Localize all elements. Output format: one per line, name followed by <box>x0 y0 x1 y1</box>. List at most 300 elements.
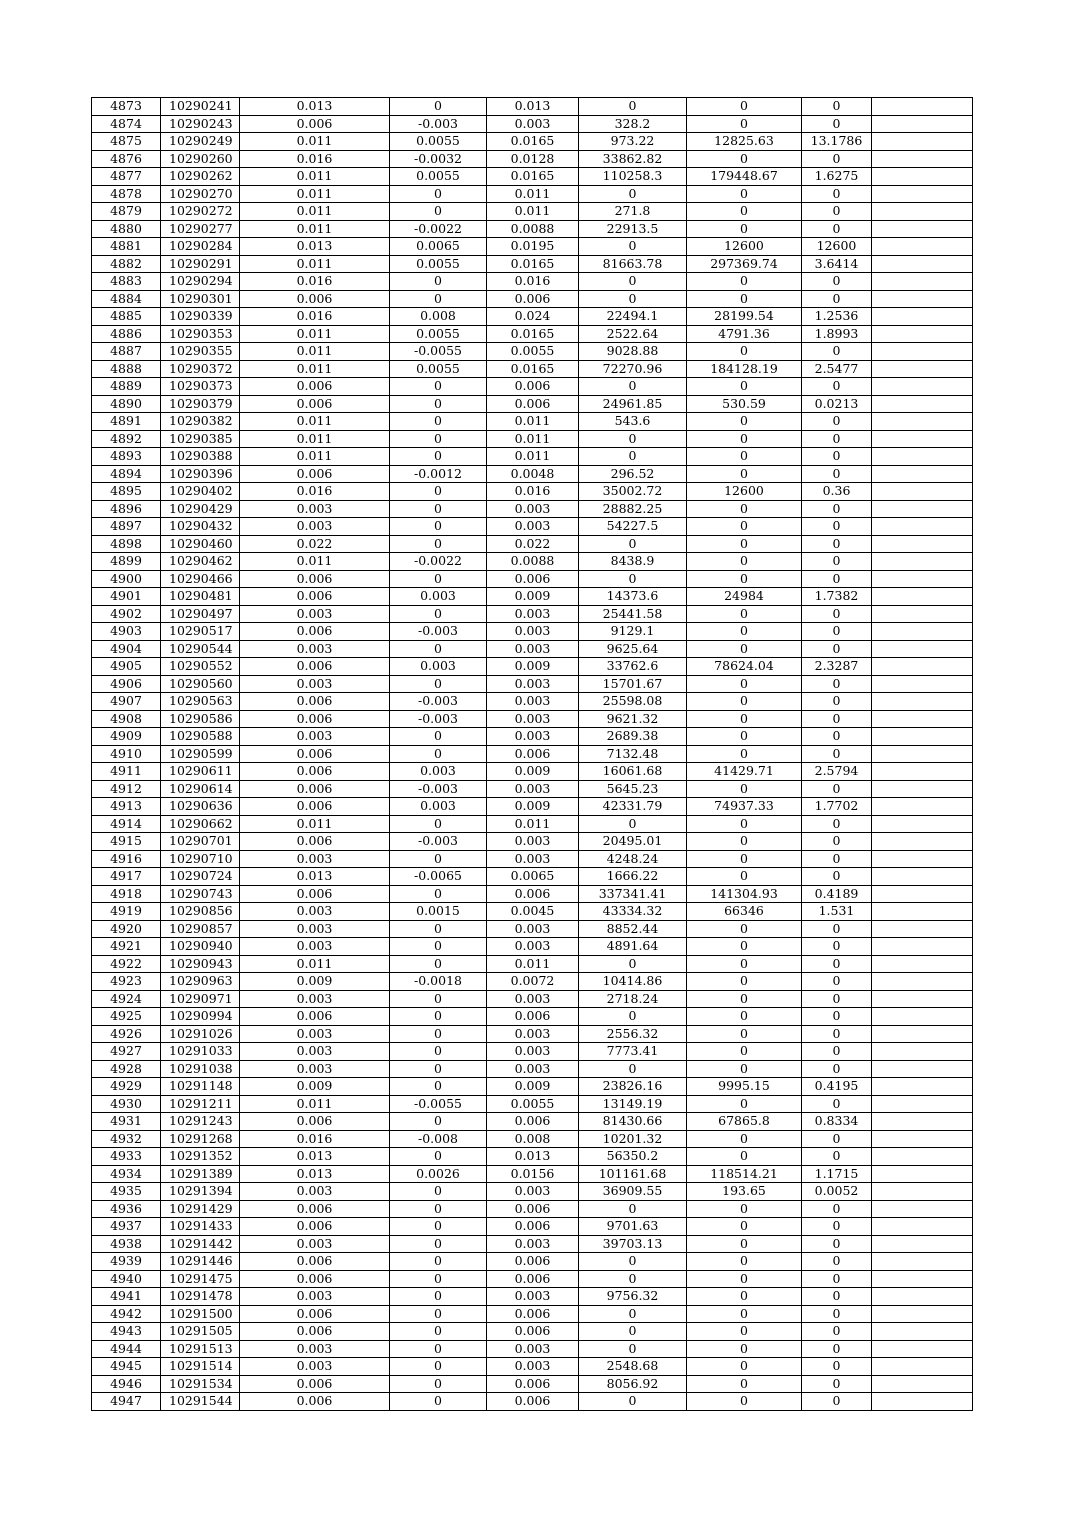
value-c-cell: 0.003 <box>487 920 579 938</box>
row-index-cell: 4927 <box>92 1043 161 1061</box>
id-cell: 10291148 <box>161 1078 240 1096</box>
amount-2-cell: 0 <box>687 675 802 693</box>
value-a-cell: 0.006 <box>240 378 390 396</box>
row-index-cell: 4909 <box>92 728 161 746</box>
amount-2-cell: 0 <box>687 973 802 991</box>
value-a-cell: 0.003 <box>240 605 390 623</box>
row-index-cell: 4914 <box>92 815 161 833</box>
row-index-cell: 4940 <box>92 1270 161 1288</box>
id-cell: 10291268 <box>161 1130 240 1148</box>
value-c-cell: 0.011 <box>487 430 579 448</box>
amount-2-cell: 0 <box>687 1008 802 1026</box>
amount-cell: 8852.44 <box>579 920 687 938</box>
value-c-cell: 0.003 <box>487 640 579 658</box>
table-row <box>92 640 973 658</box>
value-b-cell: 0 <box>390 1358 487 1376</box>
row-index-cell: 4886 <box>92 325 161 343</box>
blank-cell <box>872 640 973 658</box>
table-row <box>92 1253 973 1271</box>
id-cell: 10290262 <box>161 168 240 186</box>
table-row <box>92 745 973 763</box>
amount-cell: 337341.41 <box>579 885 687 903</box>
value-b-cell: 0 <box>390 955 487 973</box>
value-a-cell: 0.003 <box>240 1358 390 1376</box>
amount-2-cell: 0 <box>687 430 802 448</box>
value-a-cell: 0.006 <box>240 798 390 816</box>
value-b-cell: 0.0015 <box>390 903 487 921</box>
value-b-cell: 0 <box>390 570 487 588</box>
row-index-cell: 4942 <box>92 1305 161 1323</box>
data-table <box>91 97 973 1411</box>
value-b-cell: -0.008 <box>390 1130 487 1148</box>
value-c-cell: 0.003 <box>487 1358 579 1376</box>
table-row <box>92 1393 973 1411</box>
value-a-cell: 0.006 <box>240 1113 390 1131</box>
id-cell: 10291433 <box>161 1218 240 1236</box>
value-b-cell: 0.0055 <box>390 168 487 186</box>
amount-cell: 7132.48 <box>579 745 687 763</box>
row-index-cell: 4922 <box>92 955 161 973</box>
table-row <box>92 903 973 921</box>
value-a-cell: 0.006 <box>240 290 390 308</box>
amount-2-cell: 9995.15 <box>687 1078 802 1096</box>
table-row <box>92 1218 973 1236</box>
value-a-cell: 0.003 <box>240 938 390 956</box>
amount-cell: 72270.96 <box>579 360 687 378</box>
blank-cell <box>872 1393 973 1411</box>
amount-2-cell: 0 <box>687 220 802 238</box>
amount-2-cell: 0 <box>687 1358 802 1376</box>
amount-2-cell: 184128.19 <box>687 360 802 378</box>
amount-cell: 7773.41 <box>579 1043 687 1061</box>
blank-cell <box>872 395 973 413</box>
value-b-cell: 0 <box>390 535 487 553</box>
id-cell: 10291514 <box>161 1358 240 1376</box>
id-cell: 10290857 <box>161 920 240 938</box>
value-b-cell: -0.003 <box>390 693 487 711</box>
value-b-cell: 0.003 <box>390 798 487 816</box>
value-c-cell: 0.009 <box>487 763 579 781</box>
value-c-cell: 0.003 <box>487 500 579 518</box>
value-a-cell: 0.011 <box>240 325 390 343</box>
blank-cell <box>872 903 973 921</box>
amount-cell: 56350.2 <box>579 1148 687 1166</box>
value-a-cell: 0.011 <box>240 220 390 238</box>
amount-2-cell: 67865.8 <box>687 1113 802 1131</box>
table-row <box>92 448 973 466</box>
amount-2-cell: 297369.74 <box>687 255 802 273</box>
table-row <box>92 378 973 396</box>
value-c-cell: 0.003 <box>487 780 579 798</box>
value-c-cell: 0.009 <box>487 798 579 816</box>
amount-cell: 22913.5 <box>579 220 687 238</box>
value-c-cell: 0.003 <box>487 1060 579 1078</box>
value-b-cell: 0 <box>390 1340 487 1358</box>
id-cell: 10290284 <box>161 238 240 256</box>
amount-2-cell: 0 <box>687 1148 802 1166</box>
table-row <box>92 990 973 1008</box>
value-b-cell: -0.0055 <box>390 1095 487 1113</box>
value-b-cell: 0 <box>390 378 487 396</box>
amount-cell: 16061.68 <box>579 763 687 781</box>
blank-cell <box>872 1060 973 1078</box>
row-index-cell: 4912 <box>92 780 161 798</box>
id-cell: 10290466 <box>161 570 240 588</box>
blank-cell <box>872 1288 973 1306</box>
table-row <box>92 1200 973 1218</box>
value-c-cell: 0.003 <box>487 938 579 956</box>
value-b-cell: 0.0026 <box>390 1165 487 1183</box>
blank-cell <box>872 238 973 256</box>
value-a-cell: 0.003 <box>240 920 390 938</box>
value-c-cell: 0.006 <box>487 1113 579 1131</box>
table-row <box>92 763 973 781</box>
ratio-cell: 0 <box>802 605 872 623</box>
ratio-cell: 0 <box>802 1008 872 1026</box>
ratio-cell: 0 <box>802 1148 872 1166</box>
amount-2-cell: 179448.67 <box>687 168 802 186</box>
id-cell: 10290355 <box>161 343 240 361</box>
value-a-cell: 0.022 <box>240 535 390 553</box>
amount-2-cell: 0 <box>687 1288 802 1306</box>
row-index-cell: 4877 <box>92 168 161 186</box>
ratio-cell: 0 <box>802 1340 872 1358</box>
value-a-cell: 0.003 <box>240 1235 390 1253</box>
ratio-cell: 0.4189 <box>802 885 872 903</box>
value-b-cell: 0 <box>390 1305 487 1323</box>
value-c-cell: 0.003 <box>487 1043 579 1061</box>
value-b-cell: -0.0032 <box>390 150 487 168</box>
table-row <box>92 1235 973 1253</box>
value-c-cell: 0.0048 <box>487 465 579 483</box>
value-b-cell: 0.0055 <box>390 325 487 343</box>
id-cell: 10290481 <box>161 588 240 606</box>
table-row <box>92 885 973 903</box>
value-b-cell: 0 <box>390 1043 487 1061</box>
value-b-cell: 0 <box>390 675 487 693</box>
id-cell: 10291026 <box>161 1025 240 1043</box>
amount-cell: 81430.66 <box>579 1113 687 1131</box>
ratio-cell: 0 <box>802 98 872 116</box>
blank-cell <box>872 1218 973 1236</box>
blank-cell <box>872 1130 973 1148</box>
value-b-cell: 0.003 <box>390 588 487 606</box>
row-index-cell: 4938 <box>92 1235 161 1253</box>
row-index-cell: 4910 <box>92 745 161 763</box>
value-b-cell: 0 <box>390 990 487 1008</box>
table-row <box>92 535 973 553</box>
amount-2-cell: 0 <box>687 1393 802 1411</box>
blank-cell <box>872 98 973 116</box>
row-index-cell: 4887 <box>92 343 161 361</box>
value-c-cell: 0.013 <box>487 1148 579 1166</box>
row-index-cell: 4946 <box>92 1375 161 1393</box>
blank-cell <box>872 885 973 903</box>
blank-cell <box>872 938 973 956</box>
amount-cell: 2556.32 <box>579 1025 687 1043</box>
value-c-cell: 0.006 <box>487 1008 579 1026</box>
ratio-cell: 0.8334 <box>802 1113 872 1131</box>
id-cell: 10290599 <box>161 745 240 763</box>
table-row <box>92 1323 973 1341</box>
amount-cell: 0 <box>579 98 687 116</box>
value-a-cell: 0.011 <box>240 168 390 186</box>
blank-cell <box>872 658 973 676</box>
row-index-cell: 4919 <box>92 903 161 921</box>
row-index-cell: 4911 <box>92 763 161 781</box>
amount-cell: 328.2 <box>579 115 687 133</box>
table-row <box>92 588 973 606</box>
value-c-cell: 0.006 <box>487 570 579 588</box>
value-c-cell: 0.003 <box>487 693 579 711</box>
amount-2-cell: 0 <box>687 535 802 553</box>
blank-cell <box>872 185 973 203</box>
row-index-cell: 4930 <box>92 1095 161 1113</box>
row-index-cell: 4933 <box>92 1148 161 1166</box>
ratio-cell: 1.6275 <box>802 168 872 186</box>
amount-cell: 0 <box>579 1393 687 1411</box>
amount-2-cell: 0 <box>687 518 802 536</box>
table-row <box>92 308 973 326</box>
ratio-cell: 1.531 <box>802 903 872 921</box>
value-a-cell: 0.006 <box>240 763 390 781</box>
value-c-cell: 0.006 <box>487 1393 579 1411</box>
ratio-cell: 0 <box>802 1218 872 1236</box>
table-row <box>92 343 973 361</box>
row-index-cell: 4947 <box>92 1393 161 1411</box>
value-b-cell: 0 <box>390 518 487 536</box>
value-a-cell: 0.003 <box>240 675 390 693</box>
row-index-cell: 4944 <box>92 1340 161 1358</box>
table-row <box>92 413 973 431</box>
table-row <box>92 115 973 133</box>
blank-cell <box>872 1200 973 1218</box>
amount-2-cell: 0 <box>687 150 802 168</box>
table-row <box>92 168 973 186</box>
table-row <box>92 1270 973 1288</box>
value-c-cell: 0.006 <box>487 1270 579 1288</box>
value-a-cell: 0.006 <box>240 465 390 483</box>
blank-cell <box>872 483 973 501</box>
value-c-cell: 0.006 <box>487 1253 579 1271</box>
value-c-cell: 0.009 <box>487 1078 579 1096</box>
amount-2-cell: 141304.93 <box>687 885 802 903</box>
amount-2-cell: 0 <box>687 693 802 711</box>
table-row <box>92 868 973 886</box>
value-b-cell: 0 <box>390 1253 487 1271</box>
table-row <box>92 430 973 448</box>
value-a-cell: 0.003 <box>240 1060 390 1078</box>
amount-cell: 0 <box>579 1340 687 1358</box>
id-cell: 10290743 <box>161 885 240 903</box>
ratio-cell: 0 <box>802 1235 872 1253</box>
id-cell: 10291389 <box>161 1165 240 1183</box>
table-row <box>92 605 973 623</box>
amount-2-cell: 0 <box>687 833 802 851</box>
row-index-cell: 4881 <box>92 238 161 256</box>
id-cell: 10290301 <box>161 290 240 308</box>
ratio-cell: 0 <box>802 640 872 658</box>
amount-cell: 110258.3 <box>579 168 687 186</box>
value-a-cell: 0.006 <box>240 693 390 711</box>
row-index-cell: 4885 <box>92 308 161 326</box>
value-b-cell: 0 <box>390 1323 487 1341</box>
value-c-cell: 0.003 <box>487 710 579 728</box>
blank-cell <box>872 1095 973 1113</box>
id-cell: 10290560 <box>161 675 240 693</box>
amount-2-cell: 78624.04 <box>687 658 802 676</box>
value-b-cell: 0.0055 <box>390 255 487 273</box>
value-b-cell: 0.008 <box>390 308 487 326</box>
amount-cell: 9701.63 <box>579 1218 687 1236</box>
ratio-cell: 0 <box>802 500 872 518</box>
value-c-cell: 0.0055 <box>487 1095 579 1113</box>
table-row <box>92 500 973 518</box>
ratio-cell: 0 <box>802 1060 872 1078</box>
blank-cell <box>872 308 973 326</box>
value-a-cell: 0.006 <box>240 623 390 641</box>
amount-2-cell: 0 <box>687 1218 802 1236</box>
amount-cell: 36909.55 <box>579 1183 687 1201</box>
row-index-cell: 4908 <box>92 710 161 728</box>
row-index-cell: 4926 <box>92 1025 161 1043</box>
value-c-cell: 0.003 <box>487 850 579 868</box>
blank-cell <box>872 745 973 763</box>
row-index-cell: 4899 <box>92 553 161 571</box>
value-a-cell: 0.016 <box>240 308 390 326</box>
value-c-cell: 0.006 <box>487 1305 579 1323</box>
amount-2-cell: 0 <box>687 273 802 291</box>
value-b-cell: 0 <box>390 920 487 938</box>
value-b-cell: 0 <box>390 273 487 291</box>
table-row <box>92 465 973 483</box>
value-b-cell: -0.0055 <box>390 343 487 361</box>
value-a-cell: 0.006 <box>240 710 390 728</box>
row-index-cell: 4931 <box>92 1113 161 1131</box>
value-a-cell: 0.013 <box>240 1148 390 1166</box>
amount-cell: 9756.32 <box>579 1288 687 1306</box>
table-row <box>92 780 973 798</box>
value-c-cell: 0.006 <box>487 1375 579 1393</box>
value-a-cell: 0.003 <box>240 640 390 658</box>
ratio-cell: 0 <box>802 1323 872 1341</box>
amount-cell: 1666.22 <box>579 868 687 886</box>
value-a-cell: 0.011 <box>240 1095 390 1113</box>
value-a-cell: 0.003 <box>240 903 390 921</box>
blank-cell <box>872 360 973 378</box>
amount-2-cell: 0 <box>687 1130 802 1148</box>
amount-2-cell: 0 <box>687 990 802 1008</box>
value-c-cell: 0.003 <box>487 990 579 1008</box>
value-a-cell: 0.003 <box>240 518 390 536</box>
amount-cell: 0 <box>579 448 687 466</box>
blank-cell <box>872 168 973 186</box>
table-row <box>92 833 973 851</box>
row-index-cell: 4903 <box>92 623 161 641</box>
row-index-cell: 4894 <box>92 465 161 483</box>
id-cell: 10290636 <box>161 798 240 816</box>
amount-cell: 0 <box>579 535 687 553</box>
value-a-cell: 0.011 <box>240 360 390 378</box>
amount-cell: 0 <box>579 273 687 291</box>
id-cell: 10290586 <box>161 710 240 728</box>
blank-cell <box>872 255 973 273</box>
value-b-cell: 0 <box>390 850 487 868</box>
id-cell: 10290294 <box>161 273 240 291</box>
blank-cell <box>872 115 973 133</box>
value-b-cell: 0 <box>390 1113 487 1131</box>
value-c-cell: 0.009 <box>487 658 579 676</box>
amount-2-cell: 66346 <box>687 903 802 921</box>
id-cell: 10291446 <box>161 1253 240 1271</box>
value-b-cell: 0 <box>390 430 487 448</box>
amount-2-cell: 0 <box>687 1060 802 1078</box>
ratio-cell: 0 <box>802 710 872 728</box>
row-index-cell: 4884 <box>92 290 161 308</box>
id-cell: 10291429 <box>161 1200 240 1218</box>
amount-2-cell: 0 <box>687 1043 802 1061</box>
blank-cell <box>872 290 973 308</box>
blank-cell <box>872 833 973 851</box>
amount-cell: 8438.9 <box>579 553 687 571</box>
value-b-cell: 0 <box>390 1270 487 1288</box>
value-c-cell: 0.003 <box>487 623 579 641</box>
value-c-cell: 0.008 <box>487 1130 579 1148</box>
table-row <box>92 938 973 956</box>
amount-cell: 4248.24 <box>579 850 687 868</box>
value-b-cell: 0 <box>390 500 487 518</box>
ratio-cell: 0 <box>802 273 872 291</box>
amount-2-cell: 28199.54 <box>687 308 802 326</box>
id-cell: 10290963 <box>161 973 240 991</box>
ratio-cell: 0 <box>802 850 872 868</box>
amount-cell: 0 <box>579 1060 687 1078</box>
amount-2-cell: 193.65 <box>687 1183 802 1201</box>
value-b-cell: 0 <box>390 448 487 466</box>
id-cell: 10291534 <box>161 1375 240 1393</box>
ratio-cell: 0 <box>802 1095 872 1113</box>
value-b-cell: 0 <box>390 745 487 763</box>
amount-2-cell: 0 <box>687 98 802 116</box>
row-index-cell: 4880 <box>92 220 161 238</box>
value-a-cell: 0.016 <box>240 483 390 501</box>
id-cell: 10290943 <box>161 955 240 973</box>
value-c-cell: 0.003 <box>487 833 579 851</box>
value-a-cell: 0.009 <box>240 1078 390 1096</box>
value-b-cell: -0.0012 <box>390 465 487 483</box>
id-cell: 10290614 <box>161 780 240 798</box>
row-index-cell: 4920 <box>92 920 161 938</box>
row-index-cell: 4937 <box>92 1218 161 1236</box>
amount-2-cell: 0 <box>687 185 802 203</box>
table-row <box>92 1340 973 1358</box>
amount-2-cell: 0 <box>687 1305 802 1323</box>
value-b-cell: 0 <box>390 483 487 501</box>
amount-cell: 973.22 <box>579 133 687 151</box>
id-cell: 10290385 <box>161 430 240 448</box>
row-index-cell: 4924 <box>92 990 161 1008</box>
table-row <box>92 325 973 343</box>
amount-cell: 0 <box>579 430 687 448</box>
value-a-cell: 0.011 <box>240 133 390 151</box>
blank-cell <box>872 343 973 361</box>
blank-cell <box>872 763 973 781</box>
table-row <box>92 815 973 833</box>
value-b-cell: 0 <box>390 1025 487 1043</box>
row-index-cell: 4896 <box>92 500 161 518</box>
amount-cell: 543.6 <box>579 413 687 431</box>
blank-cell <box>872 728 973 746</box>
